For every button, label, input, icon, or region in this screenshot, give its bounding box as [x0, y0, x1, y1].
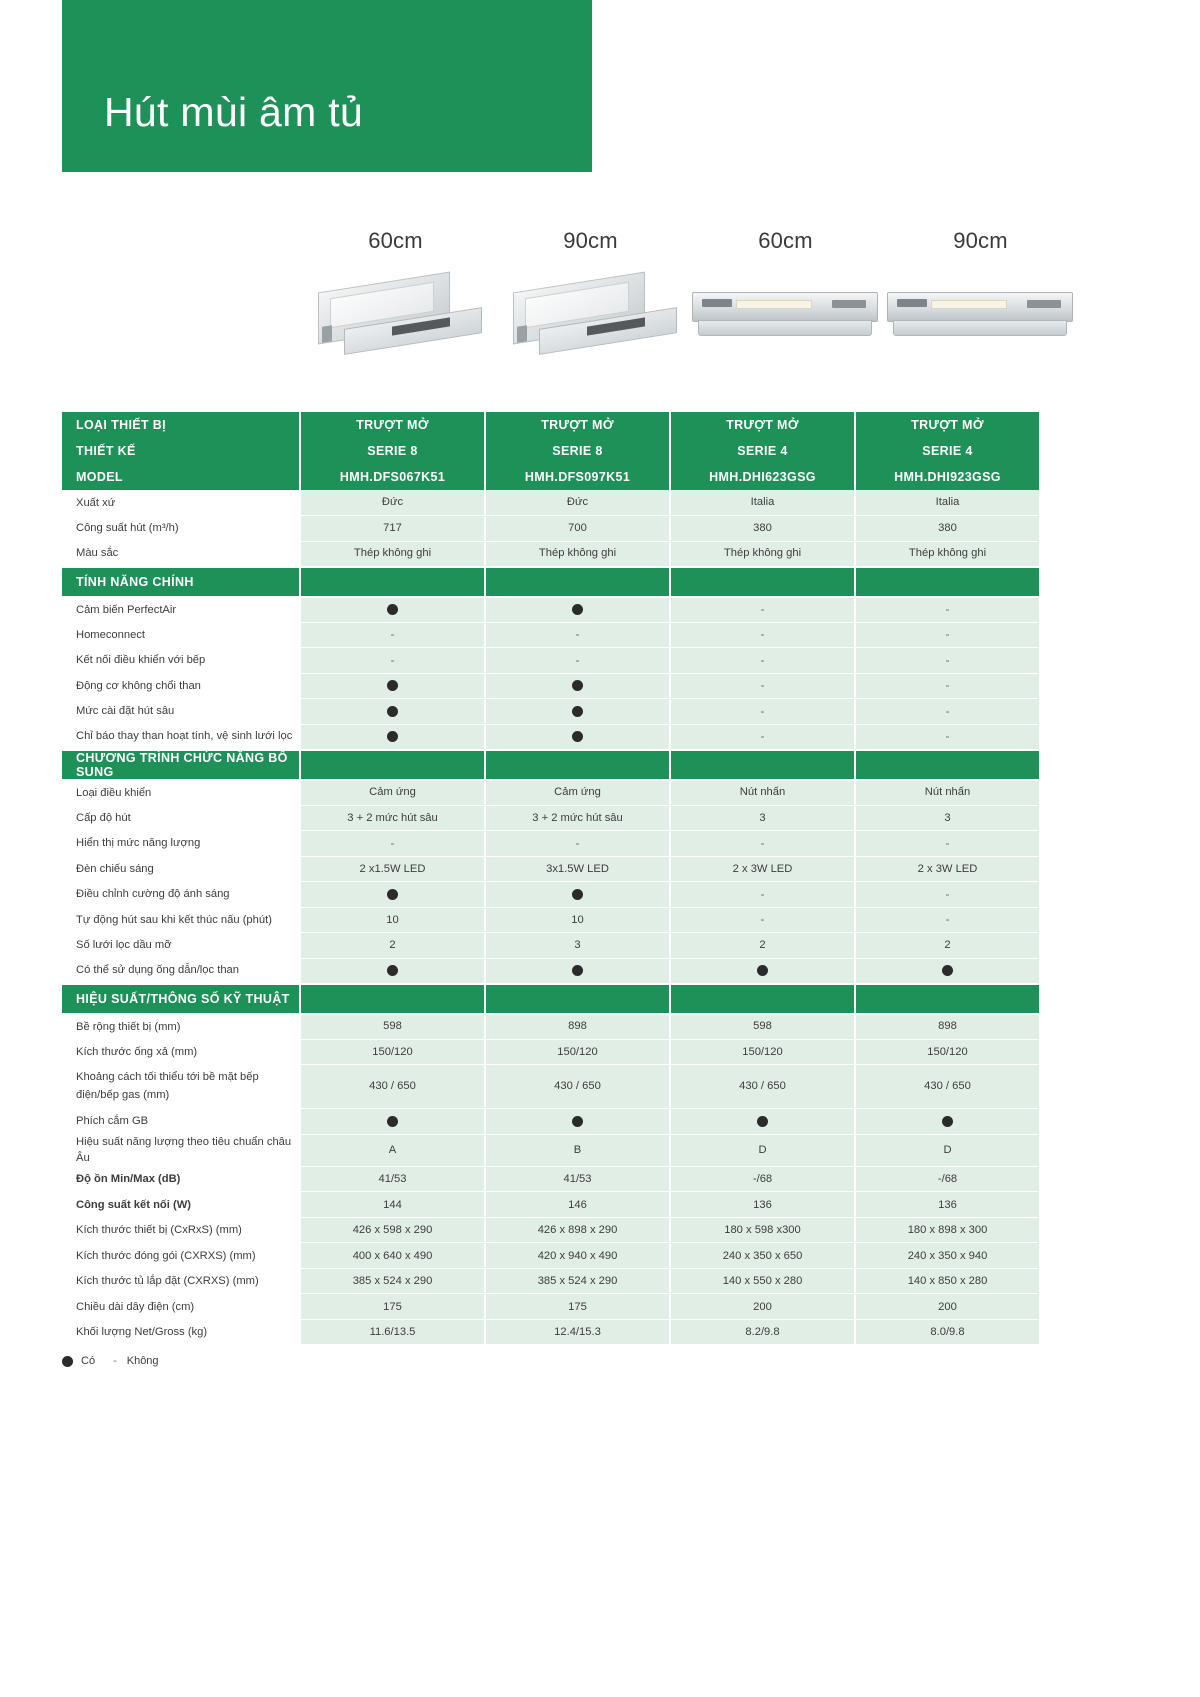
- row-value: [670, 622, 855, 648]
- row-value: 175: [300, 1294, 485, 1320]
- row-label: Công suất kết nối (W): [62, 1192, 300, 1218]
- yes-dot-icon: [572, 604, 583, 615]
- row-value: 430 / 650: [670, 1065, 855, 1109]
- table-row: [62, 699, 1040, 725]
- row-label: Chỉ báo thay than hoạt tính, vệ sinh lưới lọc: [62, 724, 300, 750]
- row-value: D: [855, 1134, 1040, 1166]
- row-value: D: [670, 1134, 855, 1166]
- row-value: [855, 1109, 1040, 1135]
- row-value: [300, 673, 485, 699]
- legend-no-icon: -: [113, 1355, 117, 1367]
- no-dash-icon: -: [945, 728, 950, 743]
- header-cell: TRƯỢT MỞ: [485, 412, 670, 438]
- no-dash-icon: -: [945, 627, 950, 642]
- header-cell: HMH.DFS067K51: [300, 464, 485, 490]
- row-value: [485, 724, 670, 750]
- row-label: Kích thước ống xả (mm): [62, 1039, 300, 1065]
- row-value: [670, 958, 855, 984]
- row-value: 240 x 350 x 650: [670, 1243, 855, 1269]
- no-dash-icon: -: [390, 652, 395, 667]
- row-value: Đức: [485, 490, 670, 516]
- hood-illustration-1: [298, 264, 493, 374]
- row-value: 180 x 898 x 300: [855, 1217, 1040, 1243]
- row-value: 3: [485, 933, 670, 959]
- section-spacer: [485, 567, 670, 597]
- section-spacer: [855, 567, 1040, 597]
- no-dash-icon: -: [760, 652, 765, 667]
- section-spacer: [485, 984, 670, 1014]
- table-row: [62, 856, 1040, 882]
- hood-illustration-2: [493, 264, 688, 374]
- row-value: [670, 699, 855, 725]
- table-row: [62, 1166, 1040, 1192]
- row-value: 11.6/13.5: [300, 1319, 485, 1345]
- no-dash-icon: -: [760, 678, 765, 693]
- row-value: 2 x 3W LED: [855, 856, 1040, 882]
- no-dash-icon: -: [760, 886, 765, 901]
- no-dash-icon: -: [390, 627, 395, 642]
- table-row: [62, 1243, 1040, 1269]
- row-value: 41/53: [485, 1166, 670, 1192]
- product-size-label-4: 90cm: [953, 228, 1008, 253]
- header-cell: TRƯỢT MỞ: [670, 412, 855, 438]
- header-cell: SERIE 8: [485, 438, 670, 464]
- table-row: [62, 1014, 1040, 1040]
- row-value: Cảm ứng: [300, 780, 485, 806]
- header-row-label: MODEL: [62, 464, 300, 490]
- table-section-header: [62, 984, 1040, 1014]
- row-value: 175: [485, 1294, 670, 1320]
- row-value: [670, 907, 855, 933]
- row-value: 136: [670, 1192, 855, 1218]
- row-value: 898: [855, 1014, 1040, 1040]
- row-value: 140 x 850 x 280: [855, 1268, 1040, 1294]
- product-thumb-4: [883, 228, 1078, 378]
- table-row: [62, 597, 1040, 623]
- row-value: 2: [300, 933, 485, 959]
- row-value: [300, 958, 485, 984]
- no-dash-icon: -: [575, 627, 580, 642]
- no-dash-icon: -: [575, 835, 580, 850]
- row-value: [855, 597, 1040, 623]
- yes-dot-icon: [387, 604, 398, 615]
- row-value: -/68: [670, 1166, 855, 1192]
- row-value: 700: [485, 516, 670, 542]
- no-dash-icon: -: [760, 912, 765, 927]
- row-value: 380: [670, 516, 855, 542]
- row-value: B: [485, 1134, 670, 1166]
- row-value: 140 x 550 x 280: [670, 1268, 855, 1294]
- row-label: Xuất xứ: [62, 490, 300, 516]
- row-value: 2: [855, 933, 1040, 959]
- no-dash-icon: -: [945, 601, 950, 616]
- row-value: [670, 597, 855, 623]
- row-label: Khoảng cách tối thiểu tới bề mặt bếp điện/bếp gas (mm): [62, 1065, 300, 1109]
- yes-dot-icon: [572, 731, 583, 742]
- row-label: Chiều dài dây điện (cm): [62, 1294, 300, 1320]
- table-row: [62, 490, 1040, 516]
- header-cell: HMH.DHI623GSG: [670, 464, 855, 490]
- row-value: [670, 1109, 855, 1135]
- product-size-label-1: 60cm: [368, 228, 423, 253]
- section-spacer: [300, 567, 485, 597]
- legend-yes-icon: [62, 1356, 73, 1367]
- table-row: [62, 1268, 1040, 1294]
- row-label: Hiệu suất năng lượng theo tiêu chuẩn châu Âu: [62, 1134, 300, 1166]
- header-cell: SERIE 8: [300, 438, 485, 464]
- row-value: Thép không ghi: [300, 541, 485, 567]
- table-row: [62, 882, 1040, 908]
- row-value: 200: [670, 1294, 855, 1320]
- yes-dot-icon: [942, 1116, 953, 1127]
- yes-dot-icon: [387, 680, 398, 691]
- row-value: A: [300, 1134, 485, 1166]
- row-value: [485, 673, 670, 699]
- row-label: Bề rộng thiết bị (mm): [62, 1014, 300, 1040]
- section-spacer: [670, 567, 855, 597]
- row-value: [300, 622, 485, 648]
- row-value: 10: [485, 907, 670, 933]
- yes-dot-icon: [757, 1116, 768, 1127]
- row-label: Độ ồn Min/Max (dB): [62, 1166, 300, 1192]
- table-row: [62, 1039, 1040, 1065]
- row-value: [300, 1109, 485, 1135]
- row-value: [855, 724, 1040, 750]
- row-value: [855, 882, 1040, 908]
- row-label: Kích thước đóng gói (CXRXS) (mm): [62, 1243, 300, 1269]
- header-cell: TRƯỢT MỞ: [300, 412, 485, 438]
- no-dash-icon: -: [945, 703, 950, 718]
- row-value: 10: [300, 907, 485, 933]
- row-value: Đức: [300, 490, 485, 516]
- table-row: [62, 648, 1040, 674]
- section-title: TÍNH NĂNG CHÍNH: [62, 567, 300, 597]
- table-row: [62, 1192, 1040, 1218]
- row-label: Tự động hút sau khi kết thúc nấu (phút): [62, 907, 300, 933]
- header-cell: SERIE 4: [855, 438, 1040, 464]
- row-value: 717: [300, 516, 485, 542]
- product-image-strip: [298, 228, 1138, 378]
- section-spacer: [670, 984, 855, 1014]
- table-section-header: [62, 567, 1040, 597]
- product-size-label-2: 90cm: [563, 228, 618, 253]
- row-value: Thép không ghi: [855, 541, 1040, 567]
- table-row: [62, 622, 1040, 648]
- row-value: 420 x 940 x 490: [485, 1243, 670, 1269]
- table-row: [62, 780, 1040, 806]
- row-value: 430 / 650: [855, 1065, 1040, 1109]
- row-value: [485, 958, 670, 984]
- yes-dot-icon: [387, 1116, 398, 1127]
- table-row: [62, 907, 1040, 933]
- yes-dot-icon: [942, 965, 953, 976]
- row-value: [485, 622, 670, 648]
- row-value: 200: [855, 1294, 1040, 1320]
- row-value: 400 x 640 x 490: [300, 1243, 485, 1269]
- row-label: Cấp độ hút: [62, 805, 300, 831]
- no-dash-icon: -: [945, 678, 950, 693]
- no-dash-icon: -: [945, 886, 950, 901]
- product-thumb-1: [298, 228, 493, 378]
- hood-illustration-4: [883, 264, 1078, 374]
- row-label: Số lưới lọc dầu mỡ: [62, 933, 300, 959]
- row-value: [485, 882, 670, 908]
- row-value: [855, 699, 1040, 725]
- row-value: 2 x1.5W LED: [300, 856, 485, 882]
- row-value: 385 x 524 x 290: [485, 1268, 670, 1294]
- table-row: [62, 673, 1040, 699]
- row-value: [300, 724, 485, 750]
- row-value: 430 / 650: [485, 1065, 670, 1109]
- yes-dot-icon: [572, 1116, 583, 1127]
- row-value: -/68: [855, 1166, 1040, 1192]
- header-cell: SERIE 4: [670, 438, 855, 464]
- row-value: 2 x 3W LED: [670, 856, 855, 882]
- row-value: [300, 699, 485, 725]
- no-dash-icon: -: [390, 835, 395, 850]
- row-value: 150/120: [855, 1039, 1040, 1065]
- section-spacer: [300, 984, 485, 1014]
- yes-dot-icon: [572, 706, 583, 717]
- yes-dot-icon: [572, 680, 583, 691]
- header-cell: TRƯỢT MỞ: [855, 412, 1040, 438]
- row-value: [855, 622, 1040, 648]
- no-dash-icon: -: [575, 652, 580, 667]
- header-row-label: LOẠI THIẾT BỊ: [62, 412, 300, 438]
- row-label: Kích thước tủ lắp đặt (CXRXS) (mm): [62, 1268, 300, 1294]
- header-cell: HMH.DHI923GSG: [855, 464, 1040, 490]
- row-value: 426 x 598 x 290: [300, 1217, 485, 1243]
- row-value: 430 / 650: [300, 1065, 485, 1109]
- row-value: Cảm ứng: [485, 780, 670, 806]
- section-spacer: [855, 750, 1040, 780]
- row-value: 150/120: [670, 1039, 855, 1065]
- row-value: [670, 673, 855, 699]
- row-label: Động cơ không chổi than: [62, 673, 300, 699]
- row-value: 385 x 524 x 290: [300, 1268, 485, 1294]
- row-label: Kết nối điều khiển với bếp: [62, 648, 300, 674]
- row-label: Khối lượng Net/Gross (kg): [62, 1319, 300, 1345]
- row-value: 8.2/9.8: [670, 1319, 855, 1345]
- section-title: HIỆU SUẤT/THÔNG SỐ KỸ THUẬT: [62, 984, 300, 1014]
- row-label: Màu sắc: [62, 541, 300, 567]
- table-row: [62, 1065, 1040, 1109]
- row-value: 150/120: [300, 1039, 485, 1065]
- row-value: 180 x 598 x300: [670, 1217, 855, 1243]
- row-value: [485, 699, 670, 725]
- no-dash-icon: -: [760, 728, 765, 743]
- row-label: Cảm biến PerfectAir: [62, 597, 300, 623]
- section-spacer: [855, 984, 1040, 1014]
- table-row: [62, 831, 1040, 857]
- row-label: Mức cài đặt hút sâu: [62, 699, 300, 725]
- row-value: 3: [670, 805, 855, 831]
- no-dash-icon: -: [760, 601, 765, 616]
- table-row: [62, 541, 1040, 567]
- row-value: 8.0/9.8: [855, 1319, 1040, 1345]
- row-value: [300, 597, 485, 623]
- row-value: [485, 831, 670, 857]
- row-value: [300, 882, 485, 908]
- row-value: 898: [485, 1014, 670, 1040]
- header-row-label: THIẾT KẾ: [62, 438, 300, 464]
- row-label: Hiển thị mức năng lượng: [62, 831, 300, 857]
- yes-dot-icon: [387, 731, 398, 742]
- table-row: [62, 724, 1040, 750]
- row-value: 240 x 350 x 940: [855, 1243, 1040, 1269]
- table-header-row: [62, 464, 1040, 490]
- table-row: [62, 1217, 1040, 1243]
- row-label: Có thể sử dụng ống dẫn/lọc than: [62, 958, 300, 984]
- table-row: [62, 1134, 1040, 1166]
- table-row: [62, 516, 1040, 542]
- page-title: Hút mùi âm tủ: [104, 89, 364, 135]
- legend-yes-label: Có: [81, 1355, 96, 1367]
- row-value: 380: [855, 516, 1040, 542]
- row-value: [855, 907, 1040, 933]
- row-value: Nút nhấn: [855, 780, 1040, 806]
- table-header-row: [62, 412, 1040, 438]
- product-size-label-3: 60cm: [758, 228, 813, 253]
- row-value: 41/53: [300, 1166, 485, 1192]
- yes-dot-icon: [572, 889, 583, 900]
- row-value: [485, 1109, 670, 1135]
- no-dash-icon: -: [760, 835, 765, 850]
- yes-dot-icon: [387, 889, 398, 900]
- no-dash-icon: -: [945, 652, 950, 667]
- legend: [62, 1355, 159, 1367]
- header-cell: HMH.DFS097K51: [485, 464, 670, 490]
- row-value: [300, 831, 485, 857]
- row-value: Italia: [670, 490, 855, 516]
- row-value: [670, 831, 855, 857]
- product-thumb-2: [493, 228, 688, 378]
- section-title: CHƯƠNG TRÌNH CHỨC NĂNG BỔ SUNG: [62, 750, 300, 780]
- table-row: [62, 958, 1040, 984]
- row-value: [855, 673, 1040, 699]
- table-row: [62, 933, 1040, 959]
- yes-dot-icon: [387, 965, 398, 976]
- row-value: [855, 648, 1040, 674]
- row-value: [670, 648, 855, 674]
- section-spacer: [300, 750, 485, 780]
- page-banner: [62, 0, 592, 172]
- no-dash-icon: -: [945, 912, 950, 927]
- section-spacer: [670, 750, 855, 780]
- no-dash-icon: -: [945, 835, 950, 850]
- row-label: Đèn chiếu sáng: [62, 856, 300, 882]
- row-value: 426 x 898 x 290: [485, 1217, 670, 1243]
- legend-no-label: Không: [126, 1355, 159, 1367]
- product-comparison-table: [62, 412, 1041, 1345]
- product-thumb-3: [688, 228, 883, 378]
- row-label: Homeconnect: [62, 622, 300, 648]
- row-label: Kích thước thiết bị (CxRxS) (mm): [62, 1217, 300, 1243]
- row-value: 146: [485, 1192, 670, 1218]
- yes-dot-icon: [757, 965, 768, 976]
- row-value: 3x1.5W LED: [485, 856, 670, 882]
- row-value: 3: [855, 805, 1040, 831]
- table-body: [62, 412, 1040, 1345]
- row-label: Loại điều khiển: [62, 780, 300, 806]
- yes-dot-icon: [387, 706, 398, 717]
- row-value: [485, 597, 670, 623]
- row-value: [855, 831, 1040, 857]
- row-label: Công suất hút (m³/h): [62, 516, 300, 542]
- row-value: 150/120: [485, 1039, 670, 1065]
- row-value: Italia: [855, 490, 1040, 516]
- table-row: [62, 1319, 1040, 1345]
- row-value: [300, 648, 485, 674]
- table-row: [62, 805, 1040, 831]
- row-label: Điều chỉnh cường độ ánh sáng: [62, 882, 300, 908]
- row-value: 2: [670, 933, 855, 959]
- table-header-row: [62, 438, 1040, 464]
- no-dash-icon: -: [760, 703, 765, 718]
- row-value: 598: [300, 1014, 485, 1040]
- hood-illustration-3: [688, 264, 883, 374]
- row-value: [485, 648, 670, 674]
- row-value: Thép không ghi: [670, 541, 855, 567]
- row-value: [855, 958, 1040, 984]
- section-spacer: [485, 750, 670, 780]
- table-section-header: [62, 750, 1040, 780]
- row-value: 3 + 2 mức hút sâu: [300, 805, 485, 831]
- row-value: 598: [670, 1014, 855, 1040]
- row-value: [670, 882, 855, 908]
- row-value: 136: [855, 1192, 1040, 1218]
- no-dash-icon: -: [760, 627, 765, 642]
- row-value: Nút nhấn: [670, 780, 855, 806]
- row-value: 12.4/15.3: [485, 1319, 670, 1345]
- table-row: [62, 1109, 1040, 1135]
- yes-dot-icon: [572, 965, 583, 976]
- row-value: Thép không ghi: [485, 541, 670, 567]
- table-row: [62, 1294, 1040, 1320]
- row-value: 3 + 2 mức hút sâu: [485, 805, 670, 831]
- row-value: [670, 724, 855, 750]
- row-value: 144: [300, 1192, 485, 1218]
- row-label: Phích cắm GB: [62, 1109, 300, 1135]
